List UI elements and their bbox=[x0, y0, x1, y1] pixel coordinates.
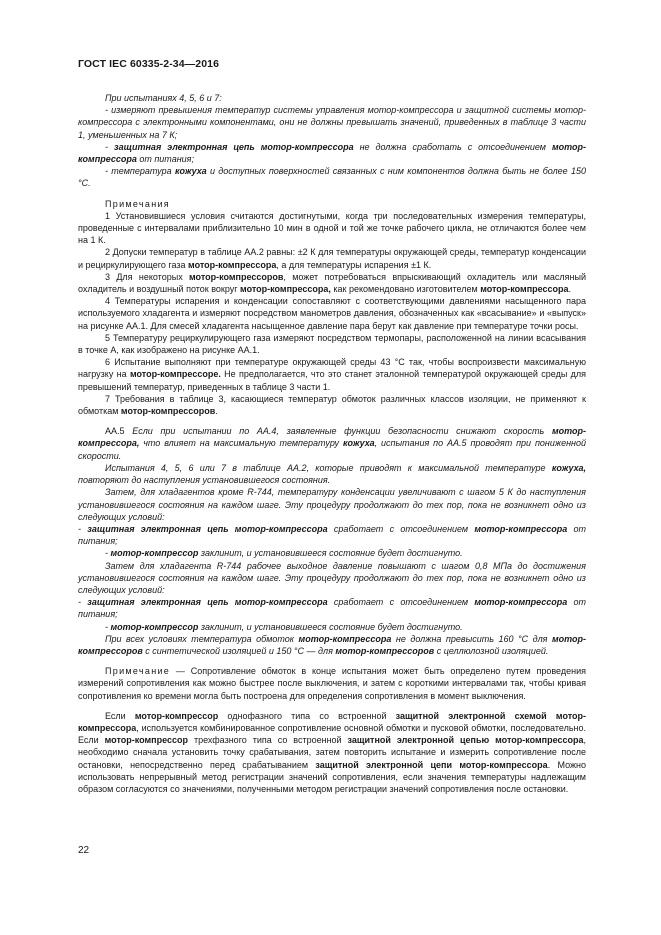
aa5-condition-4: - мотор-компрессор заклинит, и установившееся состояние будет достигнуто. bbox=[105, 621, 463, 632]
note-1: 1 Установившиеся условия считаются достигнутыми, когда три последовательных измерения температуры, проведенные с интервалами приблизительно 10 мин в одной и той же точке рабочего цикла, не отличаются более чем на 1 К. bbox=[78, 210, 586, 246]
note-2: 2 Допуски температур в таблице АА.2 равны: ±2 К для температуры окружающей среды, температур конденсации и рециркулирующего газа мотор-компрессора, а для температуры испарения ±1 К. bbox=[78, 247, 586, 270]
aa5-paragraph-3: Затем, для хладагентов кроме R-744, температуру конденсации увеличивают с шагом 5 К до наступления установившегося состояния на каждом шаге. Эту процедуру продолжают до тех пор, пока не возникнет одно из следующих условий: bbox=[78, 487, 586, 522]
tests-intro: При испытаниях 4, 5, 6 и 7: bbox=[105, 93, 222, 103]
requirement-item-3: - температура кожуха и доступных поверхностей связанных с ним компонентов должна быть не более 150 °С. bbox=[78, 166, 586, 189]
note-5: 5 Температуру рециркулирующего газа измеряют посредством термопары, расположенной на линии всасывания в точке А, как изображено на рисунке АА.1. bbox=[78, 332, 586, 356]
aa5-paragraph-r744: Затем для хладагента R-744 рабочее выходное давление повышают с шагом 0,8 МПа до достижения установившегося состояния на каждом шаге. Эту процедуру продолжают до тех пор, пока не возникнет одно из следующих условий: bbox=[78, 560, 586, 595]
aa5-condition-2: - мотор-компрессор заклинит, и установившееся состояние будет достигнуто. bbox=[105, 548, 463, 559]
clause-aa5: АА.5 Если при испытании по АА.4, заявленные функции безопасности снижают скорость мотор-компрессора, что влияет на максимальную температуру кожуха, испытания по АА.5 проводят при пониженной скорости. bbox=[78, 426, 586, 461]
note-4: 4 Температуры испарения и конденсации сопоставляют с соответствующими давлениями насыщенного пара используемого хладагента и измеряют посредством манометров давления, обозначенных как «всасывание» и «выпуск» на рисунке АА.1. Для смесей хладагента насыщенное давление пара берут как давление при температуре точки росы. bbox=[78, 296, 586, 331]
note-6: 6 Испытание выполняют при температуре окружающей среды 43 °С так, чтобы воспроизвести максимальную нагрузку на мотор-компрессоре. Не предполагается, что это станет эталонной температурой окружающей среды для превышений температур, приведенных в таблице 3 части 1. bbox=[78, 357, 587, 392]
note-7: 7 Требования в таблице 3, касающиеся температур обмоток различных классов изоляции, не применяют к обмоткам мотор-компрессоров. bbox=[78, 393, 586, 417]
aa5-condition-1: - защитная электронная цепь мотор-компрессора сработает с отсоединением мотор-компрессора от питания; bbox=[78, 523, 586, 547]
resistance-note: Примечание — Сопротивление обмоток в конце испытания может быть определено путем проведения измерений сопротивления как можно быстрее после выключения, и затем с короткими интервалами так, чтобы кривая сопротивления ко времени могла быть построена для определения сопротивления в момент выключения. bbox=[78, 666, 586, 701]
aa5-paragraph-2: Испытания 4, 5, 6 или 7 в таблице АА.2, которые приводят к максимальной температуре кожуха, повторяют до наступления установившегося состояния. bbox=[78, 462, 586, 486]
document-body bbox=[78, 92, 586, 795]
note-3: 3 Для некоторых мотор-компрессоров, может потребоваться впрыскивающий охладитель или масляный охладитель и воздушный поток вокруг мотор-компрессора, как рекомендовано изготовителем мотор-компрессора. bbox=[78, 271, 586, 295]
resistance-paragraph: Если мотор-компрессор однофазного типа со встроенной защитной электронной схемой мотор-компрессора, используется комбинированное сопротивление основной обмотки и пусковой обмотки, последовательно. Если мотор-компрессор трехфазного типа со встроенной защитной электронной цепью мотор-компрессора, необходимо сначала установить точку срабатывания, затем повторить испытание и измерить сопротивление после остановки, непосредственно перед срабатыванием защитной электронной цепи мотор-компрессора. Можно использовать непрерывный метод регистрации значений сопротивления, если значения температуры надлежащим образом согласуются со значениями, полученными методом регистрации значений сопротивления после остановки. bbox=[78, 710, 587, 794]
notes-heading: Примечания bbox=[105, 198, 170, 209]
requirement-item-1: - измеряют превышения температур системы управления мотор-компрессора и защитной системы мотор-компрессора с электронными компонентами, они не должны превышать значений, приведенных в таблице 3 части 1, уменьшенных на 7 К; bbox=[78, 105, 586, 140]
requirement-item-2: - защитная электронная цепь мотор-компрессора не должна сработать с отсоединением мотор-компрессора от питания; bbox=[78, 141, 586, 165]
page-number: 22 bbox=[78, 845, 90, 856]
aa5-winding-limit: При всех условиях температура обмоток мотор-компрессора не должна превысить 160 °С для мотор-компрессоров с синтетической изоляцией и 150 °С — для мотор-компрессоров с целлюлозной изоляцией. bbox=[78, 633, 586, 656]
aa5-condition-3: - защитная электронная цепь мотор-компрессора сработает с отсоединением мотор-компрессора от питания; bbox=[78, 597, 586, 620]
document-header: ГОСТ IEC 60335-2-34—2016 bbox=[78, 58, 220, 70]
